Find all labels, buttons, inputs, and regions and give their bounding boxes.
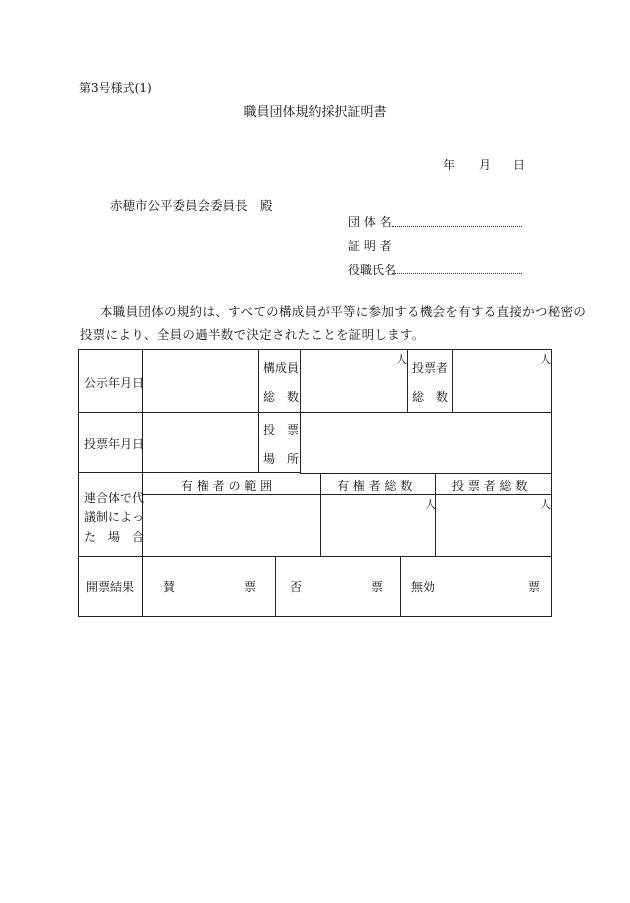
result-label: 開票結果 — [86, 580, 135, 594]
eligible-range-field[interactable] — [143, 495, 320, 556]
federation-voter-total-field[interactable] — [436, 495, 551, 556]
members-unit: 人 — [396, 353, 407, 366]
group-name-label: 団 体 名 — [348, 215, 392, 229]
vote-date-label: 投票年月日 — [84, 437, 145, 451]
federation-label-3: た 場 合 — [84, 530, 145, 544]
certifier-label: 証 明 者 — [348, 239, 392, 253]
voter-total-header: 投 票 者 総 数 — [452, 479, 528, 493]
group-name-field[interactable] — [392, 226, 522, 227]
vote-date-field[interactable] — [143, 413, 258, 472]
position-name-field[interactable] — [392, 273, 522, 274]
date-day-label: 日 — [513, 158, 526, 172]
addressee: 赤穂市公平委員会委員長 殿 — [110, 198, 273, 213]
eligible-total-header: 有 権 者 総 数 — [337, 479, 413, 493]
voters-unit: 人 — [540, 353, 551, 366]
members-label-1: 構成員 — [263, 361, 300, 375]
federation-label-2: 議制によっ — [84, 510, 145, 524]
position-name-label: 役職氏名 — [348, 263, 397, 277]
voters-total-field[interactable] — [453, 350, 551, 412]
statement-line-1: 本職員団体の規約は、すべての構成員が平等に参加する機会を有する直接かつ秘密の — [100, 304, 587, 319]
members-label-2: 総 数 — [263, 390, 300, 404]
voters-label-1: 投票者 — [412, 361, 449, 375]
eligible-total-field[interactable] — [321, 495, 435, 556]
yes-votes-unit: 票 — [244, 580, 257, 594]
notice-date-field[interactable] — [143, 350, 258, 412]
no-votes-unit: 票 — [371, 580, 384, 594]
federation-voter-unit: 人 — [540, 498, 551, 511]
vote-place-label-2: 場 所 — [263, 452, 300, 466]
invalid-votes-label: 無効 — [411, 580, 436, 594]
no-votes-label: 否 — [290, 580, 303, 594]
document-title: 職員団体規約採択証明書 — [243, 105, 387, 120]
federation-label-1: 連合体で代 — [84, 491, 145, 505]
notice-date-label: 公示年月日 — [84, 376, 145, 390]
voters-label-2: 総 数 — [412, 390, 449, 404]
members-total-field[interactable] — [301, 350, 407, 412]
form-number: 第3号様式(1) — [79, 81, 152, 95]
invalid-votes-unit: 票 — [528, 580, 541, 594]
statement-line-2: 投票により、全員の過半数で決定されたことを証明します。 — [80, 327, 425, 342]
yes-votes-label: 賛 — [163, 580, 176, 594]
eligible-range-header: 有 権 者 の 範 囲 — [181, 479, 273, 493]
date-month-label: 月 — [479, 158, 492, 172]
date-year-label: 年 — [443, 158, 456, 172]
vote-place-field[interactable] — [301, 413, 551, 473]
vote-place-label-1: 投 票 — [263, 423, 300, 437]
eligible-total-unit: 人 — [425, 498, 436, 511]
